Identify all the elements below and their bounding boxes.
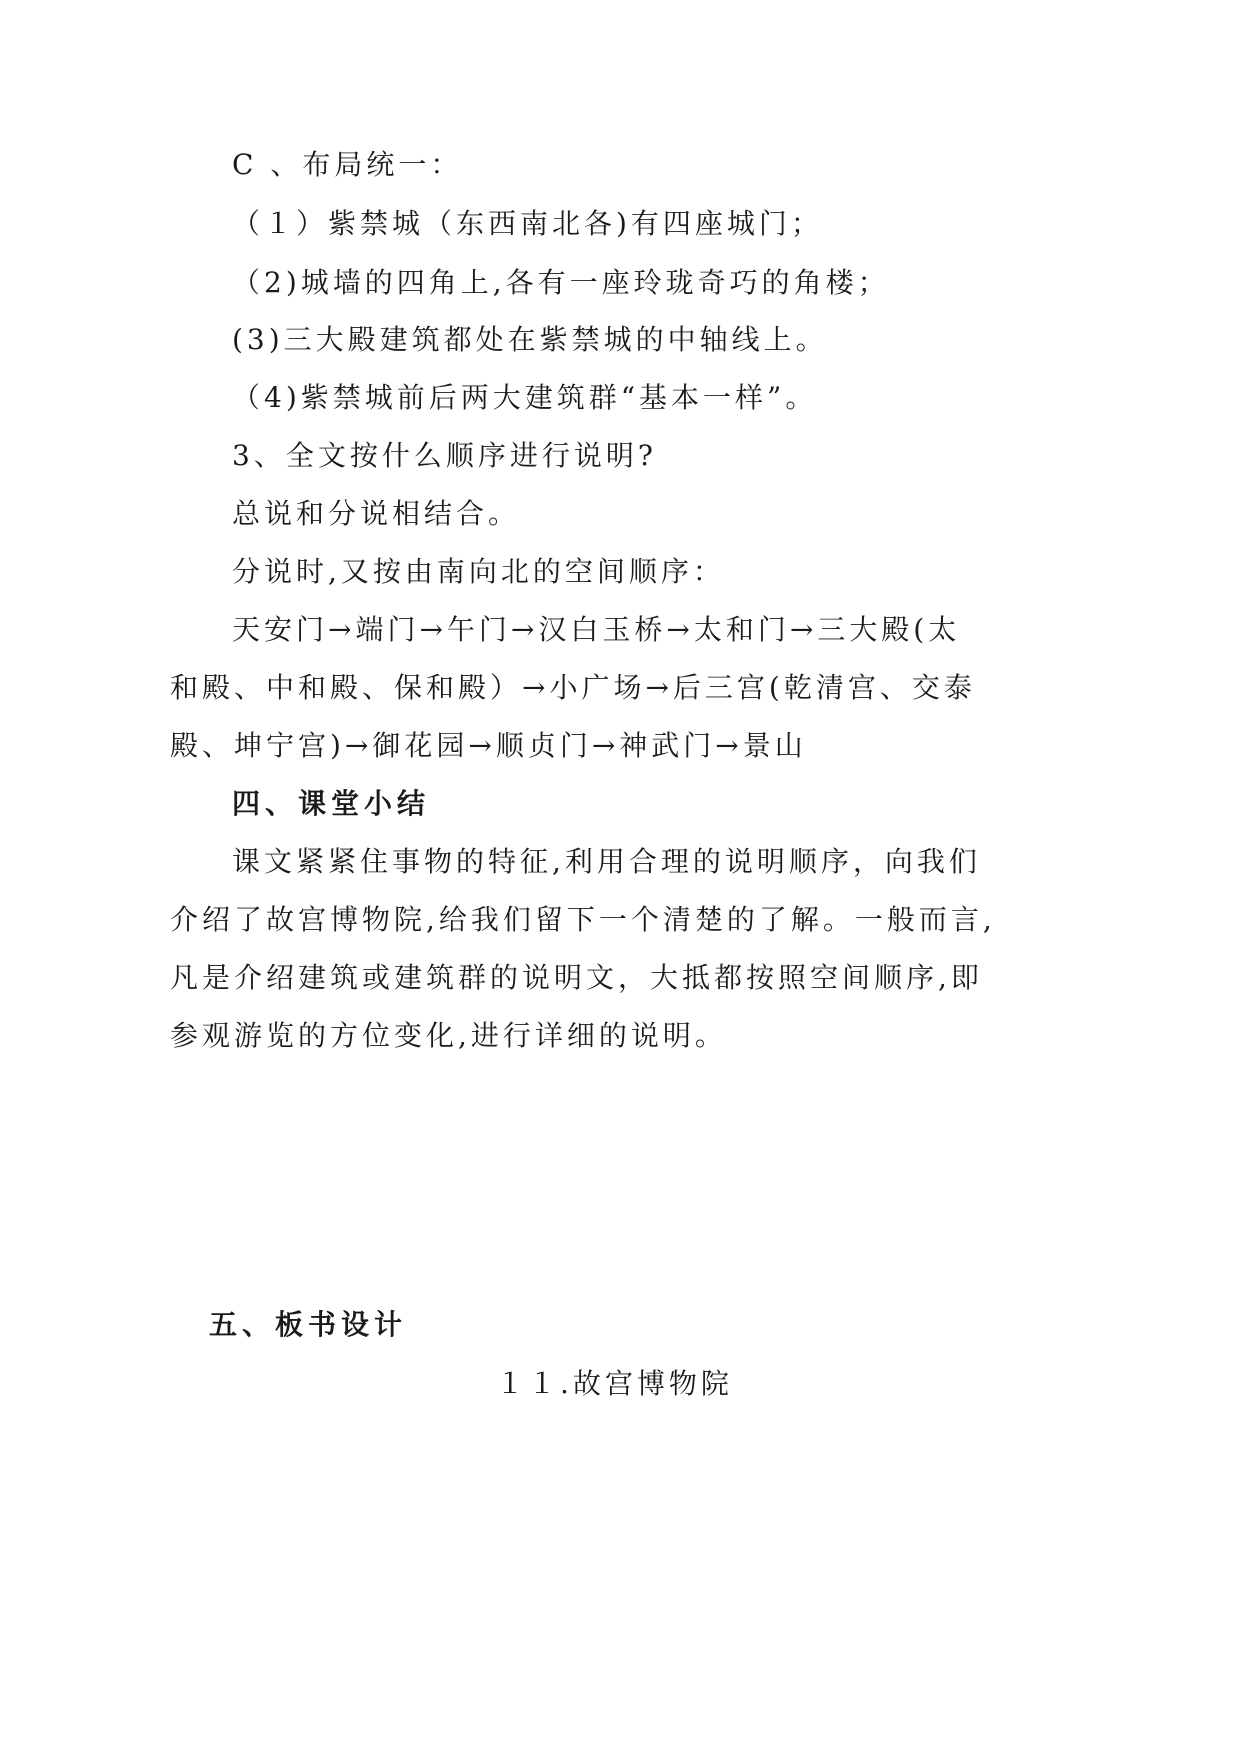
route-line-3: 殿、坤宁宫)→御花园→顺贞门→神武门→景山 [170,729,807,762]
layout-item-2: （2)城墙的四角上,各有一座玲珑奇巧的角楼； [232,266,890,299]
layout-item-3: (3)三大殿建筑都处在紫禁城的中轴线上。 [232,323,828,356]
summary-line-2: 介绍了故宫博物院,给我们留下一个清楚的了解。一般而言, [170,903,996,936]
question-3-subanswer: 分说时,又按由南向北的空间顺序： [232,555,725,588]
layout-item-4: （4)紫禁城前后两大建筑群“基本一样”。 [232,381,818,414]
summary-line-3: 凡是介绍建筑或建筑群的说明文，大抵都按照空间顺序,即 [170,961,983,994]
question-3-answer: 总说和分说相结合。 [232,497,521,530]
route-line-1: 天安门→端门→午门→汉白玉桥→太和门→三大殿(太 [232,613,961,646]
layout-item-1: （１）紫禁城（东西南北各)有四座城门； [232,207,823,240]
board-design-title: １１.故宫博物院 [496,1367,733,1400]
layout-item-c: C 、布局统一： [232,148,463,181]
summary-line-4: 参观游览的方位变化,进行详细的说明。 [170,1019,727,1052]
summary-heading: 四、课堂小结 [232,787,431,820]
summary-line-1: 课文紧紧住事物的特征,利用合理的说明顺序，向我们 [232,845,981,878]
board-design-heading: 五、板书设计 [209,1308,408,1341]
route-line-2: 和殿、中和殿、保和殿）→小广场→后三宫(乾清宫、交泰 [170,671,976,704]
question-3: 3、全文按什么顺序进行说明? [232,439,657,472]
